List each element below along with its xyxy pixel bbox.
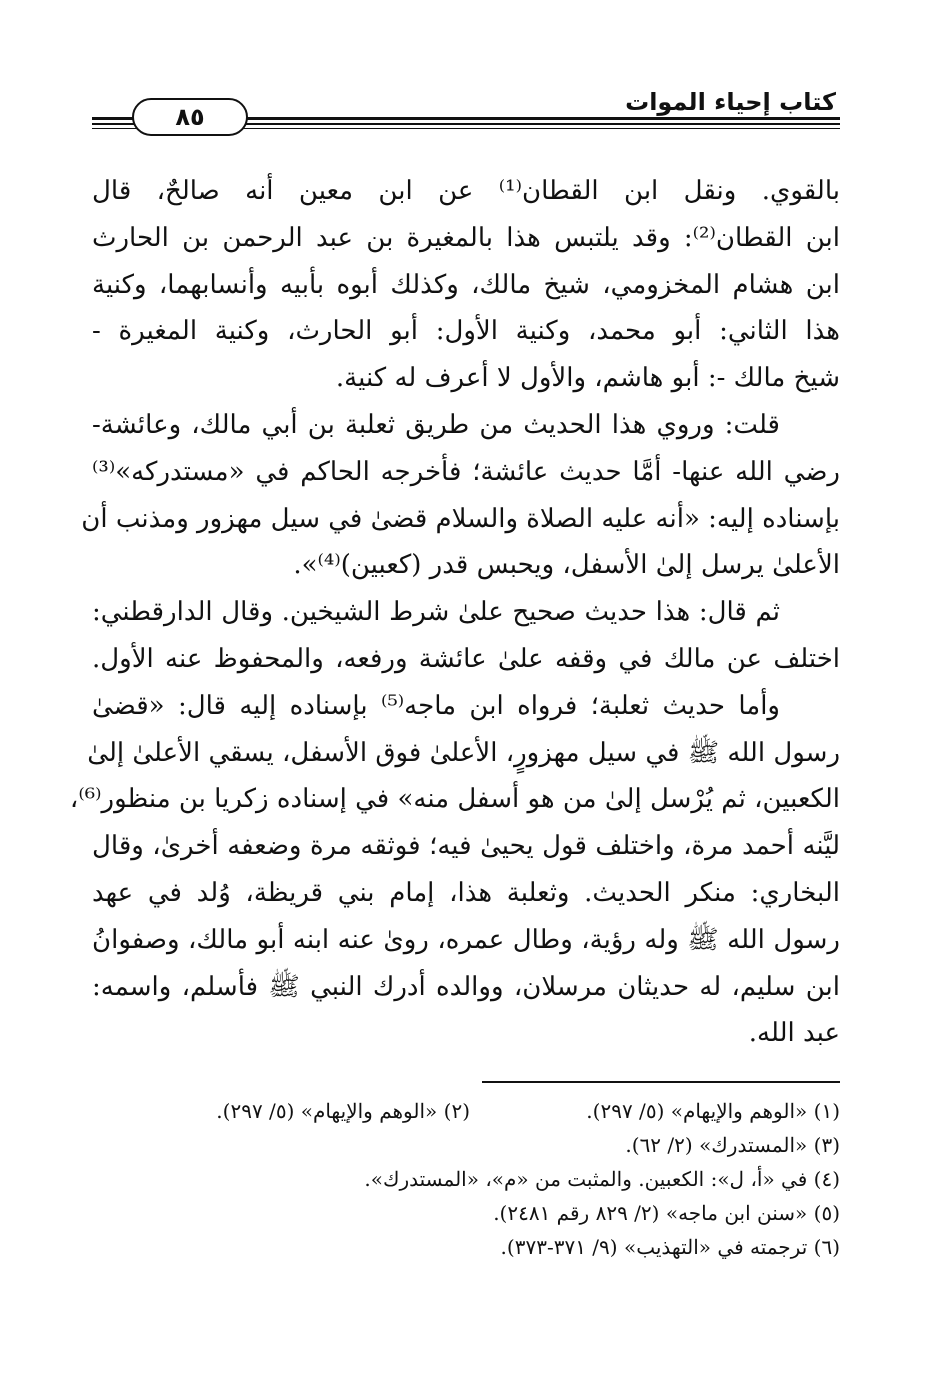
text-line: بإسناده إليه: «أنه عليه الصلاة والسلام قضىٰ في سيل مهزور ومذنب أن [81, 503, 840, 534]
footnote-5: (٥) «سنن ابن ماجه» (٢/ ٨٢٩ رقم ٢٤٨١). [493, 1201, 840, 1225]
footnote-separator [482, 1081, 840, 1083]
text-line: ابن سليم، له حديثان مرسلان، ووالده أدرك النبي ﷺ فأسلم، واسمه: [92, 971, 840, 1002]
footnote-row [100, 1162, 840, 1196]
text-line: ابن القطان⁽²⁾: وقد يلتبس هذا بالمغيرة بن عبد الرحمن بن الحارث [92, 222, 840, 253]
paragraph-start-line: ثم قال: هذا حديث صحيح علىٰ شرط الشيخين. وقال الدارقطني: [92, 597, 780, 628]
text-line: عبد الله. [748, 1018, 840, 1049]
footnote-1: (١) «الوهم والإيهام» (٥/ ٢٩٧). [586, 1099, 840, 1123]
footnote-3: (٣) «المستدرك» (٢/ ٦٢). [625, 1133, 840, 1157]
main-text [69, 168, 840, 1057]
paragraph-start-line: قلت: وروي هذا الحديث من طريق ثعلبة بن أبي مالك، وعائشة- [92, 409, 780, 440]
page-number: ٨٥ [132, 98, 248, 136]
footnote-2: (٢) «الوهم والإيهام» (٥/ ٢٩٧). [216, 1099, 470, 1123]
footnote-row [100, 1094, 840, 1128]
text-line: البخاري: منكر الحديث. وثعلبة هذا، إمام بني قريظة، وُلد في عهد [92, 877, 840, 908]
text-line: رسول الله ﷺ وله رؤية، وطال عمره، روىٰ عنه ابنه أبو مالك، وصفوانُ [92, 924, 840, 955]
text-line: هذا الثاني: أبو محمد، وكنية الأول: أبو الحارث، وكنية المغيرة - [92, 316, 840, 347]
footnotes [100, 1094, 840, 1264]
text-line: الكعبين، ثم يُرْسل إلىٰ من هو أسفل منه» في إسناده زكريا بن منظور⁽⁶⁾، [69, 784, 840, 815]
footnote-row [100, 1128, 840, 1162]
running-title: كتاب إحياء الموات [625, 88, 836, 116]
footnote-4: (٤) في «أ، ل»: الكعبين. والمثبت من «م»، «المستدرك». [364, 1167, 840, 1191]
text-line: ليَّنه أحمد مرة، واختلف قول يحيىٰ فيه؛ فوثقه مرة وضعفه أخرىٰ، وقال [92, 831, 840, 862]
text-line: ابن هشام المخزومي، شيخ مالك، وكذلك أبوه بأبيه وأنسابهما، وكنية [92, 269, 840, 300]
text-line: بالقوي. ونقل ابن القطان⁽¹⁾ عن ابن معين أنه صالحٌ، قال [92, 176, 840, 206]
text-line: رسول الله ﷺ في سيل مهزورٍ، الأعلىٰ فوق الأسفل، يسقي الأعلىٰ إلىٰ [87, 737, 840, 768]
text-line: الأعلىٰ يرسل إلىٰ الأسفل، ويحبس قدر (كعبين)⁽⁴⁾». [293, 550, 840, 581]
text-line: اختلف عن مالك في وقفه علىٰ عائشة ورفعه، والمحفوظ عنه الأول. [92, 643, 840, 674]
text-line: شيخ مالك -: أبو هاشم، والأول لا أعرف له كنية. [335, 363, 840, 394]
footnote-row [100, 1230, 840, 1264]
footnote-row [100, 1196, 840, 1230]
page-header [92, 88, 840, 136]
text-line: رضي الله عنها- أمَّا حديث عائشة؛ فأخرجه الحاكم في «مستدركه»⁽³⁾ [92, 456, 840, 487]
footnote-6: (٦) ترجمته في «التهذيب» (٩/ ٣٧١-٣٧٣). [500, 1235, 840, 1259]
paragraph-start-line: وأما حديث ثعلبة؛ فرواه ابن ماجه⁽⁵⁾ بإسناده إليه قال: «قضىٰ [92, 690, 780, 721]
